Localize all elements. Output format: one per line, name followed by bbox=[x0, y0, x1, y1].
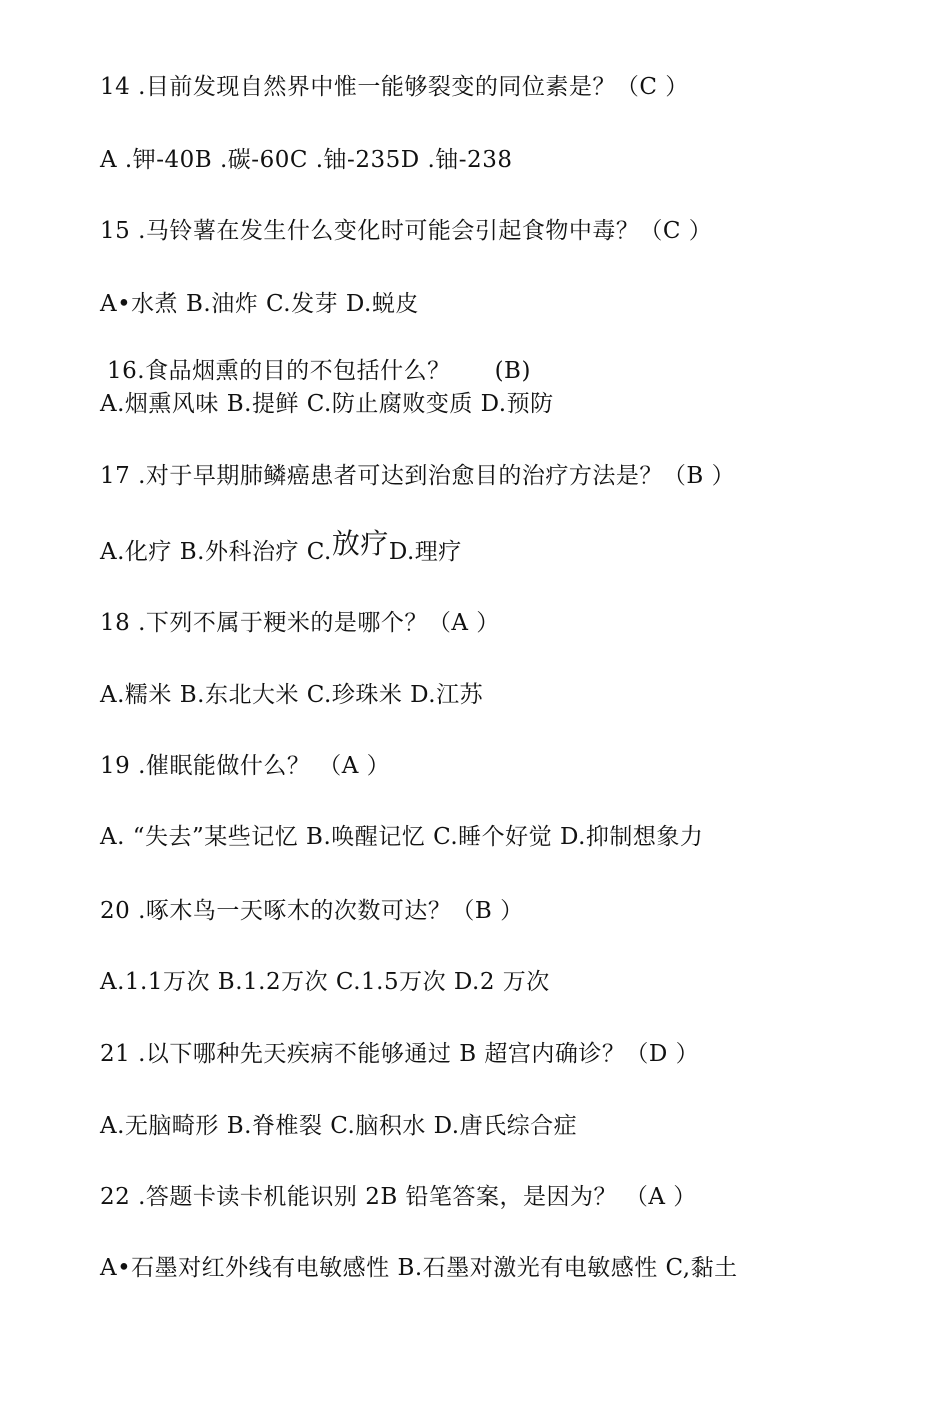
question-15: 15 .马铃薯在发生什么变化时可能会引起食物中毒？（C ） bbox=[100, 218, 713, 244]
options-17-enlarged: 放疗 bbox=[331, 527, 389, 560]
options-17-post: D.理疗 bbox=[388, 539, 462, 565]
question-16-text: 16.食品烟熏的目的不包括什么？ bbox=[107, 358, 451, 384]
question-20: 20 .啄木鸟一天啄木的次数可达？（B ） bbox=[100, 898, 524, 924]
options-22: A•石墨对红外线有电敏感性 B.石墨对激光有电敏感性 C,黏土 bbox=[100, 1255, 738, 1281]
options-20: A.1.1万次 B.1.2万次 C.1.5万次 D.2 万次 bbox=[100, 969, 550, 995]
options-21: A.无脑畸形 B.脊椎裂 C.脑积水 D.唐氏综合症 bbox=[100, 1113, 578, 1139]
question-16 bbox=[107, 356, 531, 386]
options-17 bbox=[100, 527, 462, 567]
question-18: 18 .下列不属于粳米的是哪个？（A ） bbox=[100, 610, 500, 636]
options-19: A. “失去”某些记忆 B.唤醒记忆 C.睡个好觉 D.抑制想象力 bbox=[100, 824, 704, 850]
options-14: A .钾-40B .碳-60C .铀-235D .铀-238 bbox=[100, 147, 513, 173]
options-18: A.糯米 B.东北大米 C.珍珠米 D.江苏 bbox=[100, 682, 484, 708]
question-14: 14 .目前发现自然界中惟一能够裂变的同位素是？（C ） bbox=[100, 74, 689, 100]
options-16: A.烟熏风味 B.提鲜 C.防止腐败变质 D.预防 bbox=[100, 391, 554, 417]
question-22: 22 .答题卡读卡机能识别 2B 铅笔答案，是因为？ （A ） bbox=[100, 1184, 697, 1210]
question-21: 21 .以下哪种先天疾病不能够通过 B 超宫内确诊？（D ） bbox=[100, 1041, 700, 1067]
options-17-pre: A.化疗 B.外科治疗 C. bbox=[100, 539, 332, 565]
question-16-answer: (B) bbox=[494, 358, 531, 384]
question-17: 17 .对于早期肺鳞癌患者可达到治愈目的治疗方法是？（B ） bbox=[100, 463, 736, 489]
options-15: A•水煮 B.油炸 C.发芽 D.蜕皮 bbox=[100, 291, 419, 317]
question-19: 19 .催眠能做什么？ （A ） bbox=[100, 753, 391, 779]
